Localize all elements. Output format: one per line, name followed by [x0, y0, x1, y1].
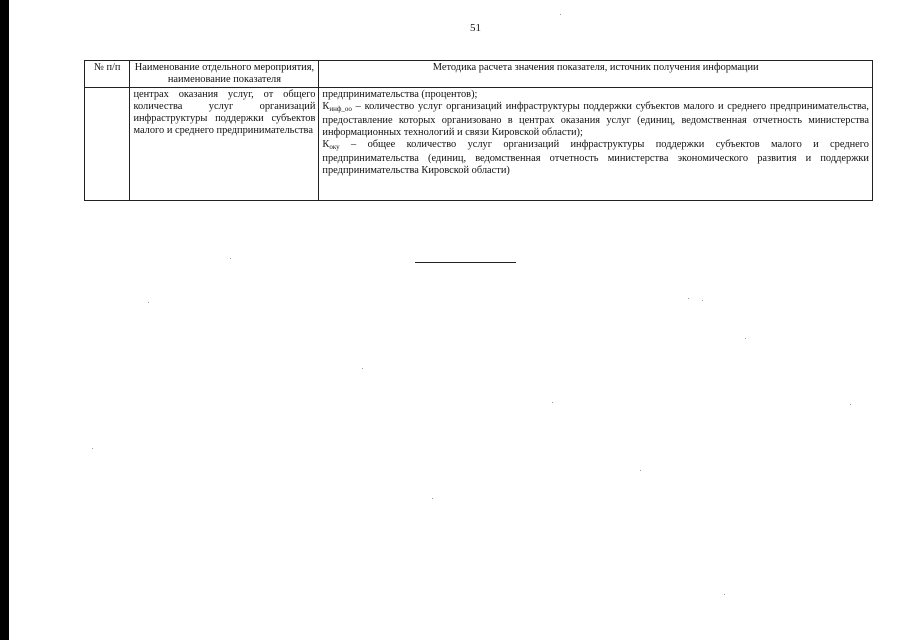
scan-speck	[724, 594, 725, 595]
scan-speck	[850, 404, 851, 405]
indicator-table	[84, 60, 873, 201]
scan-speck	[702, 300, 703, 301]
header-event-name: Наименование отдельного мероприятия, наименование показателя	[130, 61, 319, 88]
scan-speck	[688, 298, 689, 299]
table-row	[85, 88, 873, 201]
scan-speck	[745, 338, 746, 339]
scan-speck	[230, 258, 231, 259]
scan-speck	[362, 368, 363, 369]
formula-2-text: – общее количество услуг организаций инфраструктуры поддержки субъектов малого и среднего предпринимательства (единиц, ведомственная отчетность министерства экономического развития и поддержки предпринимательства Кировской области)	[322, 139, 869, 176]
formula-1-subscript: инф_оо	[329, 105, 352, 113]
scan-speck	[552, 402, 553, 403]
formula-2-symbol: К	[322, 139, 330, 150]
formula-2-subscript: оку	[329, 143, 340, 151]
scan-speck	[92, 448, 93, 449]
page-number: 51	[470, 22, 481, 34]
cell-methodology	[319, 88, 873, 201]
formula-1-definition	[322, 101, 869, 139]
cell-number	[85, 88, 130, 201]
header-number: № п/п	[85, 61, 130, 88]
formula-2-definition	[322, 139, 869, 177]
methodology-line-1: предпринимательства (процентов);	[322, 89, 478, 100]
scan-speck	[432, 498, 433, 499]
scan-edge-bar	[0, 0, 9, 640]
formula-1-symbol: К	[322, 101, 330, 112]
scan-speck	[640, 470, 641, 471]
table-header-row	[85, 61, 873, 88]
header-methodology: Методика расчета значения показателя, источник получения информации	[319, 61, 873, 88]
scan-speck	[148, 302, 149, 303]
scan-speck	[560, 14, 561, 15]
cell-event-name: центрах оказания услуг, от общего количества услуг организаций инфраструктуры поддержки субъектов малого и среднего предпринимательства	[130, 88, 319, 201]
formula-1-text: – количество услуг организаций инфраструктуры поддержки субъектов малого и среднего предпринимательства, предоставление которых организовано в центрах оказания услуг (единиц, ведомственная отчетность министерства информационных технологий и связи Кировской области);	[322, 101, 869, 138]
end-of-table-rule	[415, 262, 516, 263]
